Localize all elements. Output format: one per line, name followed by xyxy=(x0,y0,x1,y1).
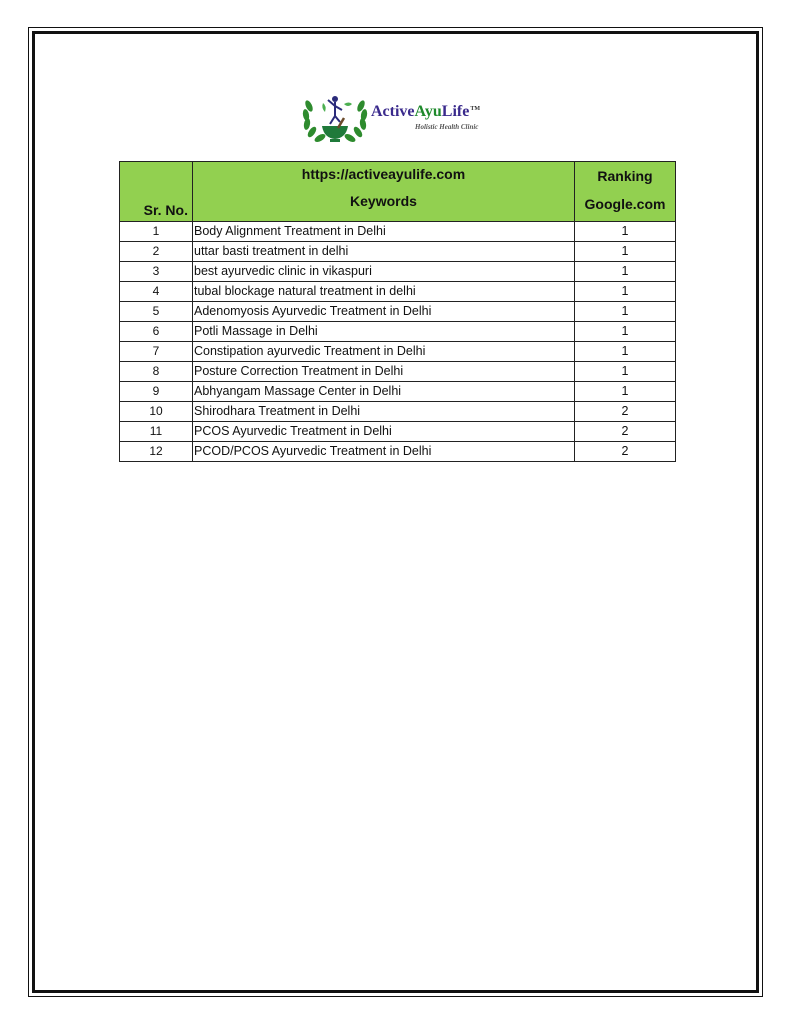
rank-cell: 1 xyxy=(575,342,676,362)
brand-name xyxy=(371,103,480,121)
rank-cell: 1 xyxy=(575,322,676,342)
keyword-cell: PCOS Ayurvedic Treatment in Delhi xyxy=(193,422,575,442)
table-row xyxy=(120,302,676,322)
header-ranking xyxy=(575,162,676,222)
brand-tagline: Holistic Health Clinic xyxy=(415,123,479,131)
keyword-cell: Constipation ayurvedic Treatment in Delhi xyxy=(193,342,575,362)
sr-cell: 12 xyxy=(120,442,193,462)
sr-cell: 4 xyxy=(120,282,193,302)
table-row xyxy=(120,322,676,342)
header-sr-no: Sr. No. xyxy=(120,162,193,222)
keyword-cell: uttar basti treatment in delhi xyxy=(193,242,575,262)
table-row xyxy=(120,242,676,262)
brand-name-ayu: Ayu xyxy=(414,103,442,120)
sr-cell: 6 xyxy=(120,322,193,342)
keyword-cell: Posture Correction Treatment in Delhi xyxy=(193,362,575,382)
rank-cell: 1 xyxy=(575,282,676,302)
brand-logo xyxy=(300,88,500,146)
sr-cell: 7 xyxy=(120,342,193,362)
sr-cell: 3 xyxy=(120,262,193,282)
table-row xyxy=(120,282,676,302)
rank-cell: 2 xyxy=(575,402,676,422)
sr-cell: 1 xyxy=(120,222,193,242)
header-ranking-label: Ranking xyxy=(597,168,653,184)
table-row xyxy=(120,422,676,442)
table-row xyxy=(120,342,676,362)
rank-cell: 2 xyxy=(575,442,676,462)
keyword-cell: Potli Massage in Delhi xyxy=(193,322,575,342)
keyword-cell: Shirodhara Treatment in Delhi xyxy=(193,402,575,422)
header-site-url: https://activeayulife.com xyxy=(301,166,466,182)
keyword-cell: best ayurvedic clinic in vikaspuri xyxy=(193,262,575,282)
sr-cell: 9 xyxy=(120,382,193,402)
table-row xyxy=(120,402,676,422)
header-keywords xyxy=(193,162,575,222)
rank-cell: 1 xyxy=(575,382,676,402)
sr-cell: 2 xyxy=(120,242,193,262)
sr-cell: 8 xyxy=(120,362,193,382)
brand-name-life: Life xyxy=(441,103,470,120)
table-row xyxy=(120,442,676,462)
sr-cell: 11 xyxy=(120,422,193,442)
keyword-cell: Body Alignment Treatment in Delhi xyxy=(193,222,575,242)
rank-cell: 2 xyxy=(575,422,676,442)
trademark-mark: TM xyxy=(470,105,481,112)
keyword-cell: PCOD/PCOS Ayurvedic Treatment in Delhi xyxy=(193,442,575,462)
table-header-row xyxy=(120,162,676,222)
header-search-engine: Google.com xyxy=(584,196,666,212)
table-row xyxy=(120,222,676,242)
keyword-cell: tubal blockage natural treatment in delhi xyxy=(193,282,575,302)
keyword-cell: Adenomyosis Ayurvedic Treatment in Delhi xyxy=(193,302,575,322)
header-keywords-label: Keywords xyxy=(350,193,417,209)
rank-cell: 1 xyxy=(575,302,676,322)
table-body xyxy=(120,222,676,462)
table-row xyxy=(120,382,676,402)
rank-cell: 1 xyxy=(575,242,676,262)
rank-cell: 1 xyxy=(575,222,676,242)
table-row xyxy=(120,362,676,382)
table-row xyxy=(120,262,676,282)
sr-cell: 10 xyxy=(120,402,193,422)
rank-cell: 1 xyxy=(575,362,676,382)
keyword-cell: Abhyangam Massage Center in Delhi xyxy=(193,382,575,402)
rank-cell: 1 xyxy=(575,262,676,282)
laurel-mortar-emblem-icon xyxy=(300,88,370,146)
sr-cell: 5 xyxy=(120,302,193,322)
keyword-ranking-table xyxy=(119,161,676,462)
brand-name-active: Active xyxy=(371,103,415,120)
